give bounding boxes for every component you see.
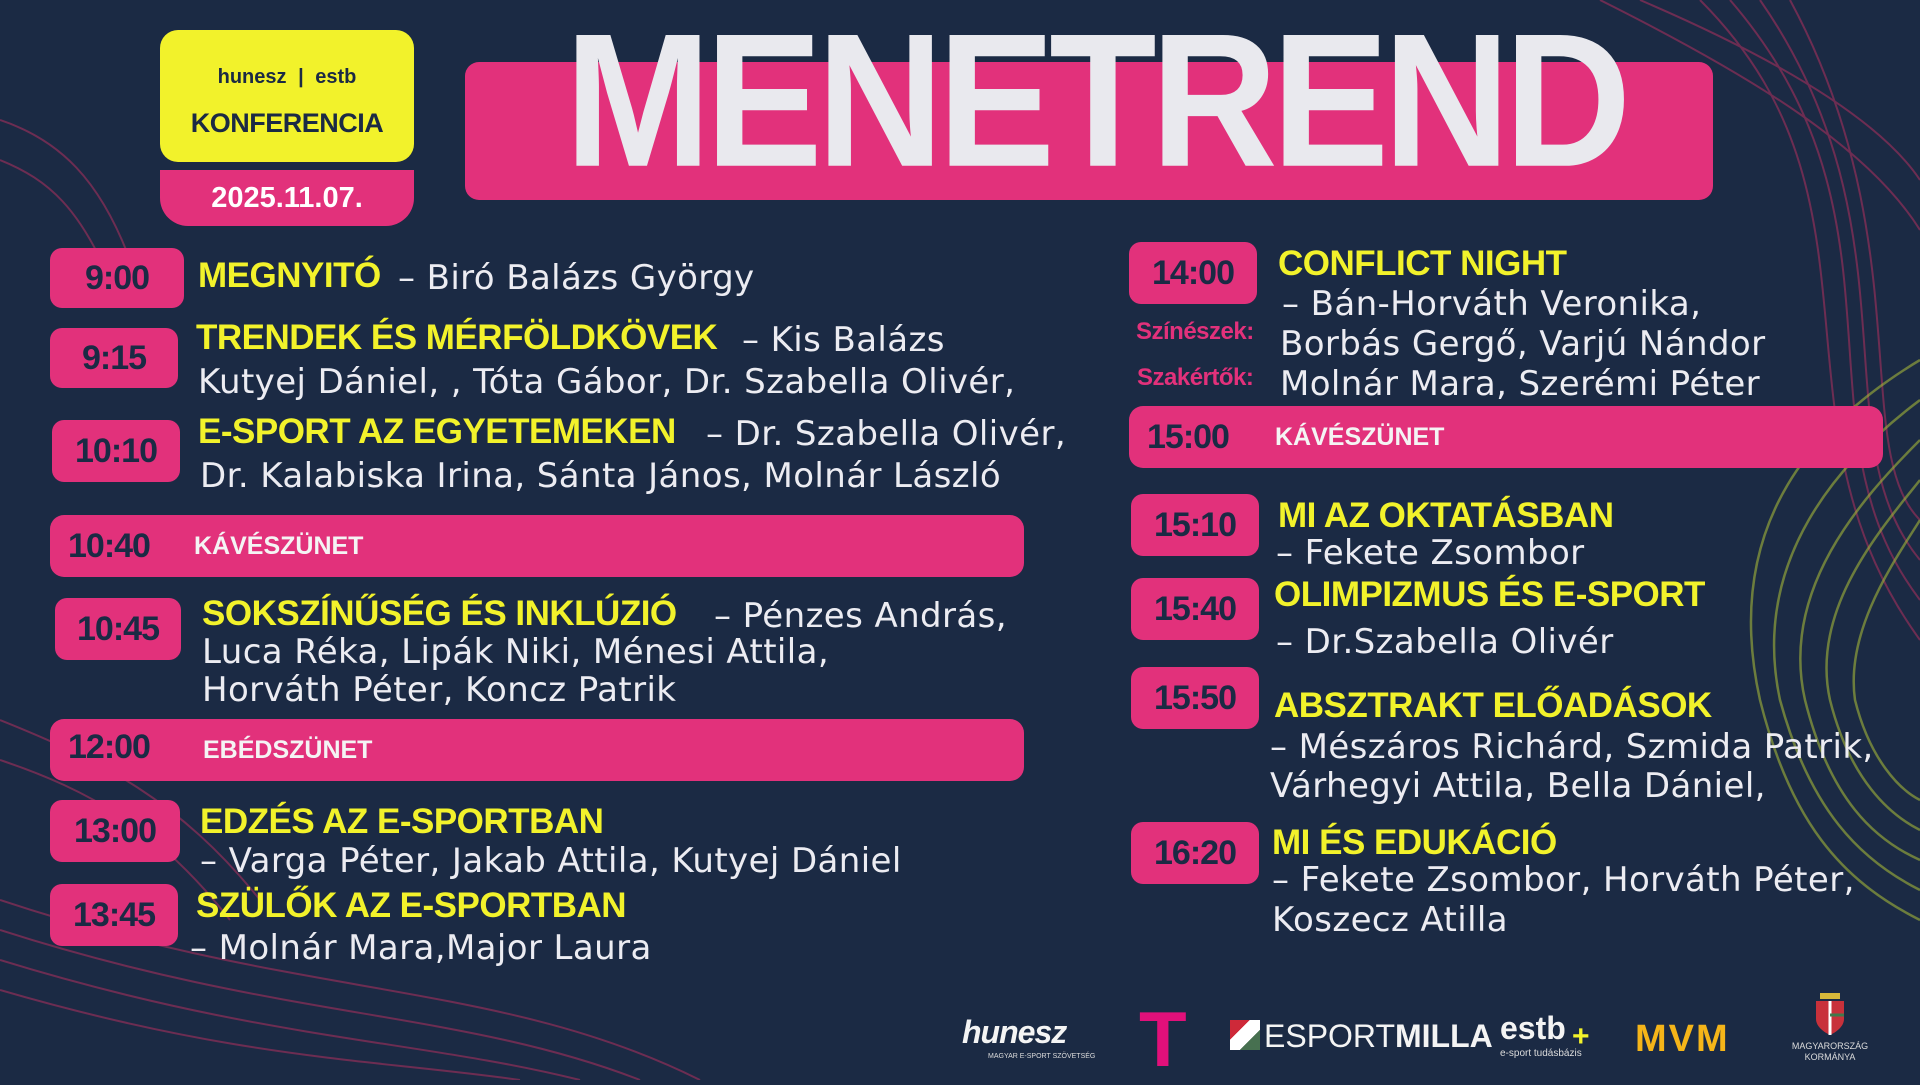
session-speakers: Várhegyi Attila, Bella Dániel,	[1270, 766, 1766, 806]
esportmilla-text-b: MILLA	[1395, 1018, 1493, 1054]
session-speakers: – Pénzes András,	[714, 596, 1007, 636]
session-speakers: – Mészáros Richárd, Szmida Patrik,	[1270, 727, 1874, 767]
time-badge: 15:10	[1131, 494, 1259, 556]
session-title: ABSZTRAKT ELŐADÁSOK	[1274, 686, 1712, 725]
break-bar	[50, 515, 1024, 577]
plus-icon: +	[1572, 1020, 1590, 1053]
telekom-logo	[1137, 995, 1193, 1083]
session-title: OLIMPIZMUS ÉS E-SPORT	[1274, 575, 1705, 614]
session-speakers: – Dr. Szabella Olivér,	[706, 414, 1067, 454]
session-speakers: Molnár Mara, Szerémi Péter	[1280, 364, 1761, 404]
estb-sponsor-logo	[1500, 1010, 1610, 1072]
flag-icon	[1230, 1020, 1260, 1050]
session-title: TRENDEK ÉS MÉRFÖLDKÖVEK	[196, 318, 718, 357]
time-badge: 15:50	[1131, 667, 1259, 729]
session-title: E-SPORT AZ EGYETEMEKEN	[198, 412, 676, 451]
break-bar	[1129, 406, 1883, 468]
session-title: MI AZ OKTATÁSBAN	[1278, 496, 1614, 535]
event-date: 2025.11.07.	[160, 170, 414, 226]
mvm-logo	[1635, 1018, 1761, 1062]
session-speakers: Borbás Gergő, Varjú Nándor	[1280, 324, 1766, 364]
time-label: 10:40	[68, 527, 150, 565]
break-bar	[50, 719, 1024, 781]
estb-logo-text: estb	[1500, 1010, 1566, 1046]
time-label: 12:00	[68, 728, 150, 766]
hunesz-sponsor-logo	[958, 1010, 1108, 1070]
session-speakers: Luca Réka, Lipák Niki, Ménesi Attila,	[202, 632, 830, 672]
role-label-experts: Szakértők:	[1137, 364, 1254, 391]
time-badge: 13:45	[50, 884, 178, 946]
mvm-text: MVM	[1635, 1018, 1730, 1060]
session-speakers: – Molnár Mara,Major Laura	[190, 928, 652, 968]
coat-of-arms-icon	[1790, 985, 1870, 1039]
telekom-t-icon: T	[1139, 995, 1187, 1083]
session-speakers: – Bán-Horváth Veronika,	[1282, 284, 1702, 324]
conference-logo	[160, 30, 414, 162]
session-speakers: – Fekete Zsombor	[1276, 533, 1585, 573]
session-speakers: – Biró Balázs György	[398, 258, 755, 298]
break-label: KÁVÉSZÜNET	[1275, 423, 1445, 451]
estb-logo-text: estb	[315, 66, 357, 88]
hunesz-logo-text: hunesz	[962, 1014, 1067, 1050]
session-speakers: – Dr.Szabella Olivér	[1276, 622, 1614, 662]
government-logo	[1790, 985, 1870, 1075]
hunesz-logo-text: hunesz	[217, 66, 287, 88]
esportmilla-text-a: ESPORT	[1264, 1018, 1395, 1054]
time-label: 15:00	[1147, 418, 1229, 456]
break-label: EBÉDSZÜNET	[203, 736, 373, 764]
logo-brands: hunesz | estb	[217, 66, 357, 88]
session-speakers: Horváth Péter, Koncz Patrik	[202, 670, 677, 710]
session-title: EDZÉS AZ E-SPORTBAN	[200, 802, 604, 841]
session-speakers: Kutyej Dániel, , Tóta Gábor, Dr. Szabella Olivér,	[198, 362, 1016, 402]
government-text: MAGYARORSZÁG KORMÁNYA	[1791, 1041, 1869, 1062]
logo-event-label: KONFERENCIA	[190, 108, 384, 138]
time-badge: 9:00	[50, 248, 184, 308]
hunesz-sub-text: MAGYAR E-SPORT SZÖVETSÉG	[988, 1053, 1096, 1060]
time-badge: 15:40	[1131, 578, 1259, 640]
session-title: SOKSZÍNŰSÉG ÉS INKLÚZIÓ	[202, 594, 677, 633]
time-badge: 14:00	[1129, 242, 1257, 304]
time-badge: 10:10	[52, 420, 180, 482]
session-speakers: – Varga Péter, Jakab Attila, Kutyej Dániel	[200, 841, 902, 881]
time-badge: 13:00	[50, 800, 180, 862]
page-title: MENETREND	[564, 0, 1626, 207]
role-label-actors: Színészek:	[1136, 318, 1254, 345]
esportmilla-text	[1264, 1018, 1493, 1055]
session-speakers: – Fekete Zsombor, Horváth Péter,	[1272, 860, 1855, 900]
time-badge: 9:15	[50, 328, 178, 388]
session-title: CONFLICT NIGHT	[1278, 244, 1567, 283]
session-speakers: – Kis Balázs	[742, 320, 945, 360]
session-title: MI ÉS EDUKÁCIÓ	[1272, 823, 1557, 862]
estb-sub-text: e-sport tudásbázis	[1500, 1048, 1582, 1059]
esportmilla-logo	[1230, 1016, 1493, 1056]
break-label: KÁVÉSZÜNET	[194, 532, 364, 560]
session-speakers: Dr. Kalabiska Irina, Sánta János, Molnár László	[200, 456, 1002, 496]
time-badge: 10:45	[55, 598, 181, 660]
session-title: MEGNYITÓ	[198, 256, 381, 295]
session-title: SZÜLŐK AZ E-SPORTBAN	[196, 886, 627, 925]
session-speakers: Koszecz Atilla	[1272, 900, 1508, 940]
time-badge: 16:20	[1131, 822, 1259, 884]
